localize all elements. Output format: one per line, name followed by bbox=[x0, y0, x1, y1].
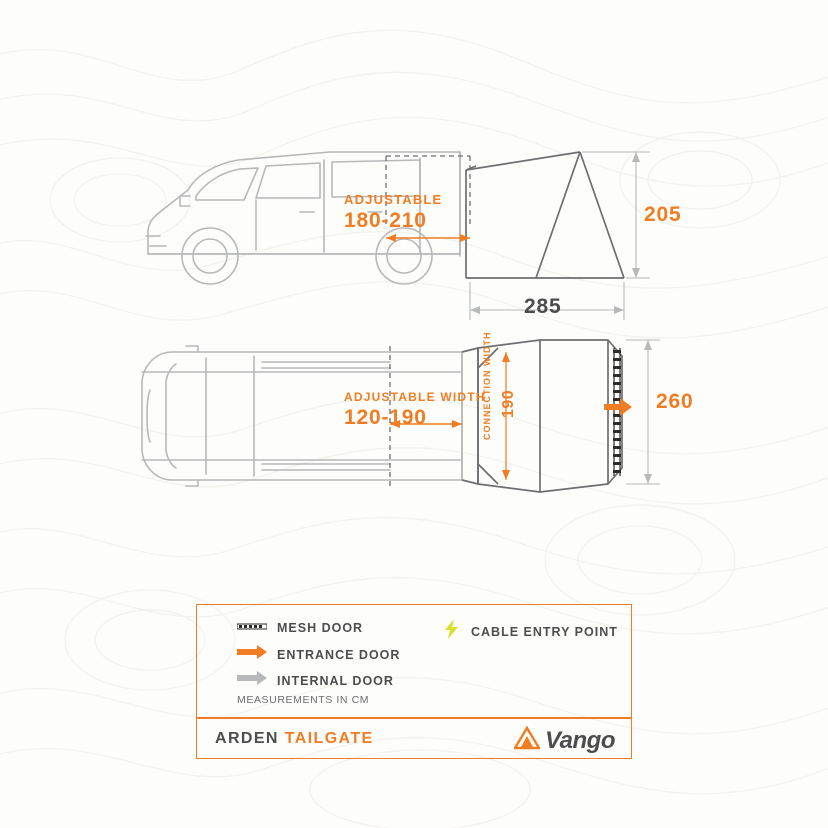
internal-door-icon bbox=[237, 671, 267, 690]
brand-row bbox=[197, 717, 631, 760]
vango-mark-icon bbox=[514, 725, 540, 756]
legend-label-mesh-door: MESH DOOR bbox=[277, 621, 364, 635]
legend-panel bbox=[196, 604, 632, 759]
plan-width-value: 260 bbox=[656, 390, 694, 413]
entrance-door-icon bbox=[237, 645, 267, 664]
legend-label-entrance-door: ENTRANCE DOOR bbox=[277, 647, 401, 662]
side-length-value: 285 bbox=[524, 295, 562, 318]
model-name-sub: TAILGATE bbox=[284, 730, 374, 747]
plan-adjustable-value: 120-190 bbox=[344, 406, 427, 429]
measurements-note: MEASUREMENTS IN CM bbox=[237, 694, 370, 706]
connection-width-value: 190 bbox=[500, 389, 517, 418]
vango-logo bbox=[514, 725, 615, 756]
vango-wordmark: Vango bbox=[545, 726, 615, 754]
model-name-main: ARDEN bbox=[215, 730, 279, 747]
legend-label-internal-door: INTERNAL DOOR bbox=[277, 673, 394, 688]
legend-item-entrance-door bbox=[237, 645, 400, 664]
connection-width-label: CONNECTION WIDTH bbox=[482, 331, 492, 440]
plan-adjustable-label: ADJUSTABLE WIDTH bbox=[344, 390, 486, 404]
legend-item-internal-door bbox=[237, 671, 394, 690]
legend-item-cable-entry-point bbox=[443, 619, 618, 644]
side-height-value: 205 bbox=[644, 203, 682, 226]
side-adjustable-label: ADJUSTABLE bbox=[344, 192, 443, 207]
mesh-door-icon bbox=[237, 619, 267, 637]
legend-item-mesh-door bbox=[237, 619, 363, 637]
side-adjustable-value: 180-210 bbox=[344, 209, 427, 232]
legend-label-cable-entry-point: CABLE ENTRY POINT bbox=[471, 624, 618, 639]
cable-entry-point-icon bbox=[443, 619, 461, 644]
model-name bbox=[215, 730, 374, 748]
